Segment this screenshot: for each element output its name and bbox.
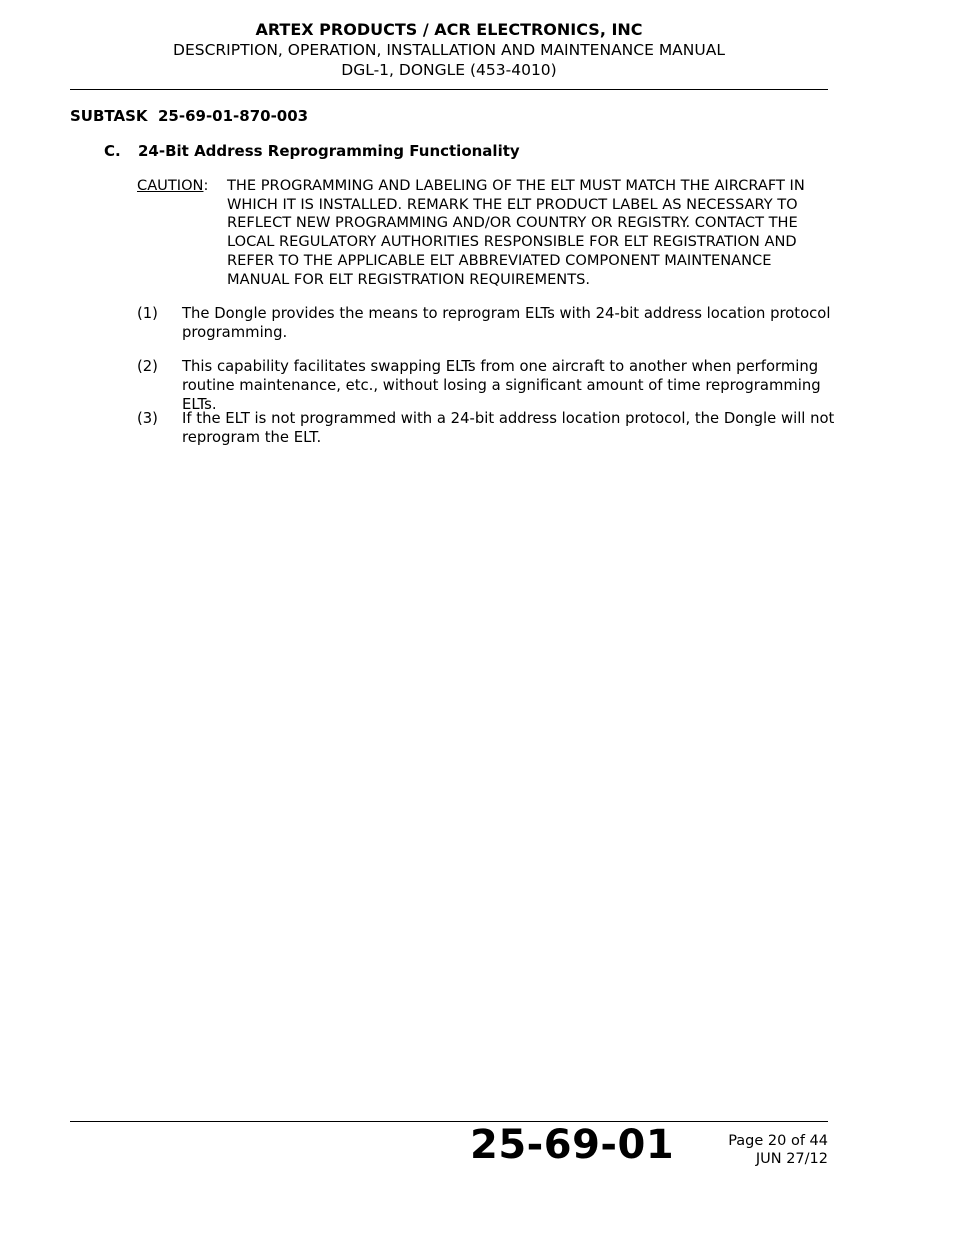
header-divider (70, 89, 828, 90)
caution-label: CAUTION: (137, 177, 209, 194)
chapter-code: 25-69-01 (470, 1122, 675, 1168)
company-name: ARTEX PRODUCTS / ACR ELECTRONICS, INC (255, 20, 643, 39)
list-item-text: If the ELT is not programmed with a 24-bit address location protocol, the Dongle will not reprogram the ELT. (182, 410, 835, 446)
list-item (137, 304, 837, 342)
section-title: 24-Bit Address Reprogramming Functionality (138, 142, 520, 160)
product-name: DGL-1, DONGLE (453-4010) (341, 61, 557, 79)
list-item-number: (3) (137, 410, 158, 427)
list-item-number: (2) (137, 358, 158, 375)
list-item-number: (1) (137, 305, 158, 322)
revision-date: JUN 27/12 (755, 1151, 828, 1167)
list-item-text: This capability facilitates swapping ELTs from one aircraft to another when performing routine maintenance, etc., without losing a significant amount of time reprogramming ELTs. (182, 358, 821, 413)
list-item (137, 357, 837, 414)
page-info (728, 1132, 828, 1168)
section-letter: C. (104, 142, 121, 160)
page-number: Page 20 of 44 (728, 1133, 828, 1149)
footer-divider (70, 1121, 828, 1122)
list-item-text: The Dongle provides the means to reprogram ELTs with 24-bit address location protocol programming. (182, 305, 831, 341)
page-header (70, 20, 828, 80)
caution-text: THE PROGRAMMING AND LABELING OF THE ELT MUST MATCH THE AIRCRAFT IN WHICH IT IS INSTALLED. REMARK THE ELT PRODUCT LABEL AS NECESSARY TO REFLECT NEW PROGRAMMING AND/OR COUNTRY OR REGISTRY. CONTACT THE LOCAL REGULATORY AUTHORITIES RESPONSIBLE FOR ELT REGISTRATION AND REFER TO THE APPLICABLE ELT ABBREVIATED COMPONENT MAINTENANCE MANUAL FOR ELT REGISTRATION REQUIREMENTS. (227, 177, 805, 288)
subtask-heading: SUBTASK 25-69-01-870-003 (70, 107, 309, 125)
caution-block (137, 177, 837, 289)
section-heading (104, 142, 520, 160)
manual-title: DESCRIPTION, OPERATION, INSTALLATION AND MAINTENANCE MANUAL (173, 41, 725, 59)
list-item (137, 409, 837, 447)
